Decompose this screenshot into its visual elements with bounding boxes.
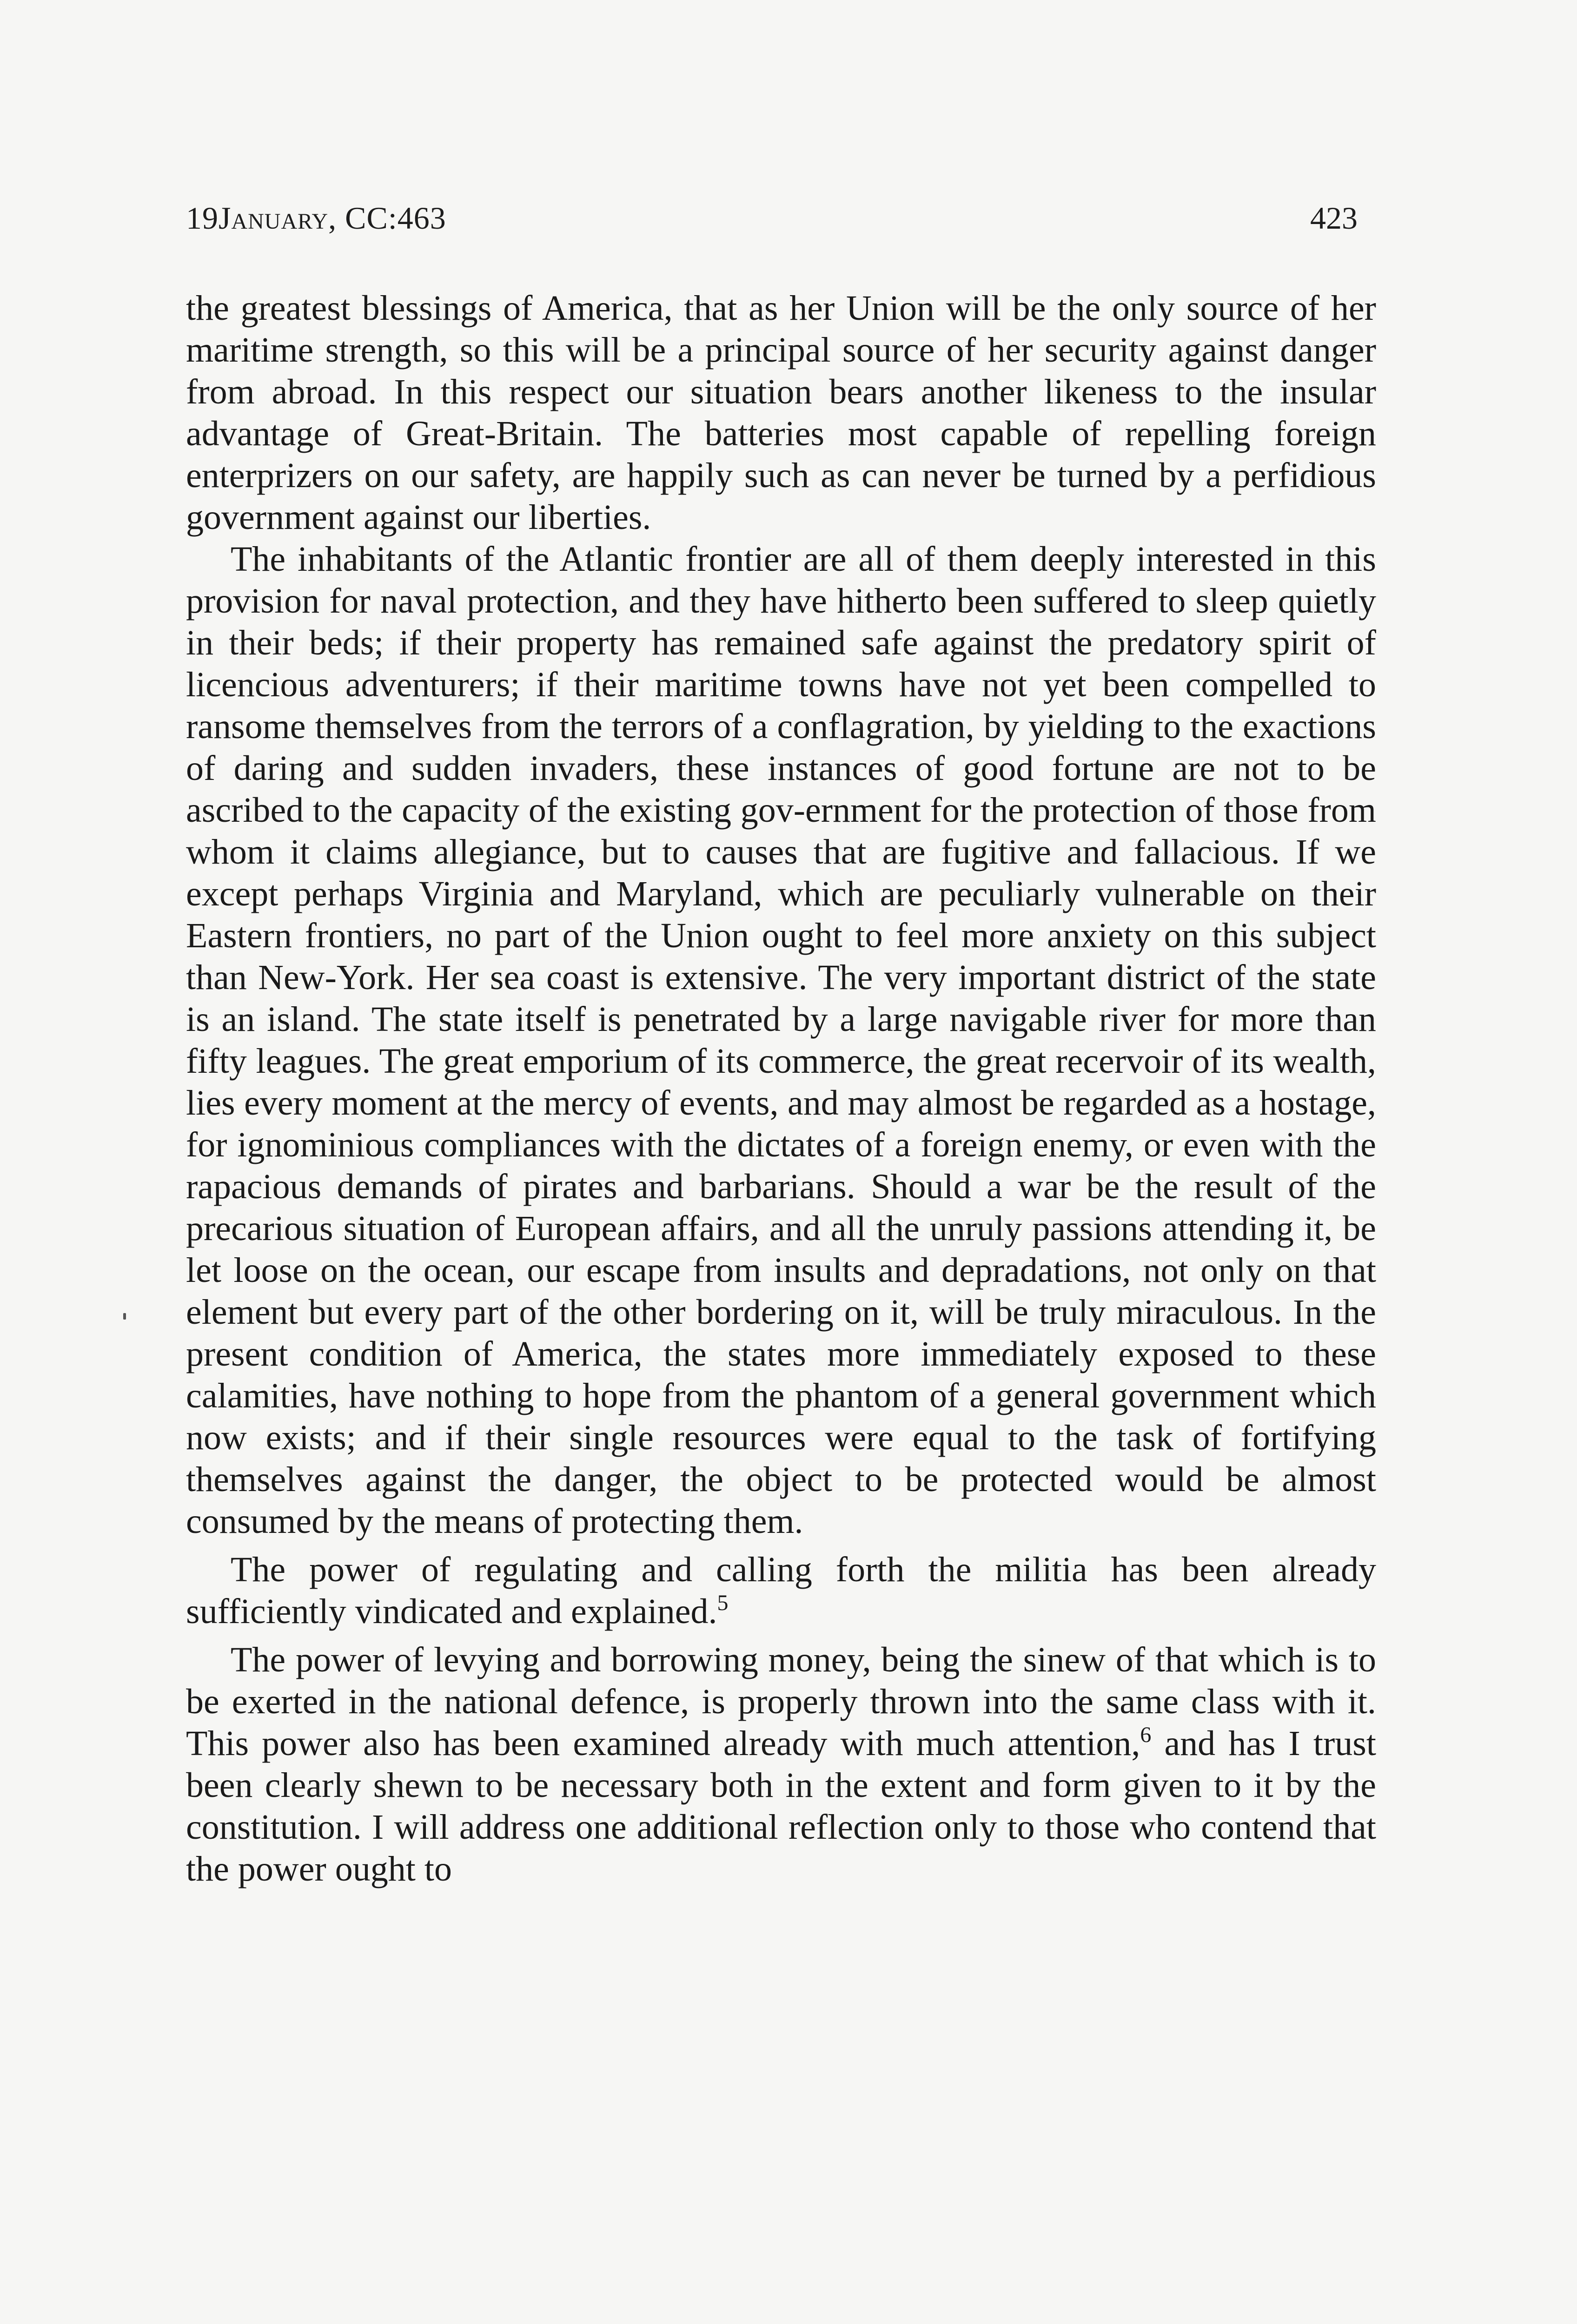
scan-speck-mark [123,1313,126,1320]
paragraph-2: The inhabitants of the Atlantic frontier are all of them deeply interested in this provision for naval protection, and they have hitherto been suffered to sleep quietly in their beds; if their property has remained safe against the predatory spirit of licencious adventurers; if their maritime towns have not yet been compelled to ransome themselves from the terrors of a conflagration, by yielding to the exactions of daring and sudden invaders, these instances of good fortune are not to be ascribed to the capacity of the existing gov-ernment for the protection of those from whom it claims allegiance, but to causes that are fugitive and fallacious. If we except perhaps Virginia and Maryland, which are peculiarly vulnerable on their Eastern frontiers, no part of the Union ought to feel more anxiety on this subject than New-York. Her sea coast is extensive. The very important district of the state is an island. The state itself is penetrated by a large navigable river for more than fifty leagues. The great emporium of its commerce, the great recervoir of its wealth, lies every moment at the mercy of events, and may almost be regarded as a hostage, for ignominious compliances with the dictates of a foreign enemy, or even with the rapacious demands of pirates and barbarians. Should a war be the result of the precarious situation of European affairs, and all the unruly passions attending it, be let loose on the ocean, our escape from insults and depradations, not only on that element but every part of the other bordering on it, will be truly miraculous. In the present condition of America, the states more immediately exposed to these calamities, have nothing to hope from the phantom of a general government which now exists; and if their single resources were equal to the task of fortifying themselves against the danger, the object to be protected would be almost consumed by the means of protecting them. [186,540,1376,1541]
running-head [186,200,446,237]
paragraph-4-text-after-note: and has I trust been clearly shewn to be necessary both in the extent and form given to it by the constitution. I will address one additional reflection only to those who contend that the power ought to [186,1724,1376,1888]
footnote-ref-6: 6 [1140,1723,1152,1747]
running-head-month: January [219,200,329,236]
running-head-document-id: , CC:463 [328,200,446,236]
paragraph-3-text: The power of regulating and calling forth the militia has been already sufficiently vindicated and explained. [186,1550,1376,1631]
page-header [186,200,1376,251]
page-number: 423 [1310,200,1358,236]
paragraph-3 [186,1549,1376,1632]
paragraph-4-text-before-note: The power of levying and borrowing money, being the sinew of that which is to be exerted in the national defence, is properly thrown into the same class with it. This power also has been examined already with much attention, [186,1640,1376,1763]
paragraph-4 [186,1639,1376,1890]
body-text [186,287,1376,1890]
footnote-ref-5: 5 [717,1591,729,1615]
running-head-day: 19 [186,200,219,236]
paragraph-1: the greatest blessings of America, that as her Union will be the only source of her maritime strength, so this will be a principal source of her security against danger from abroad. In this respect our situation bears another likeness to the insular advantage of Great-Britain. The batteries most capable of repelling foreign enterprizers on our safety, are happily such as can never be turned by a perfidious government against our liberties. [186,289,1376,537]
